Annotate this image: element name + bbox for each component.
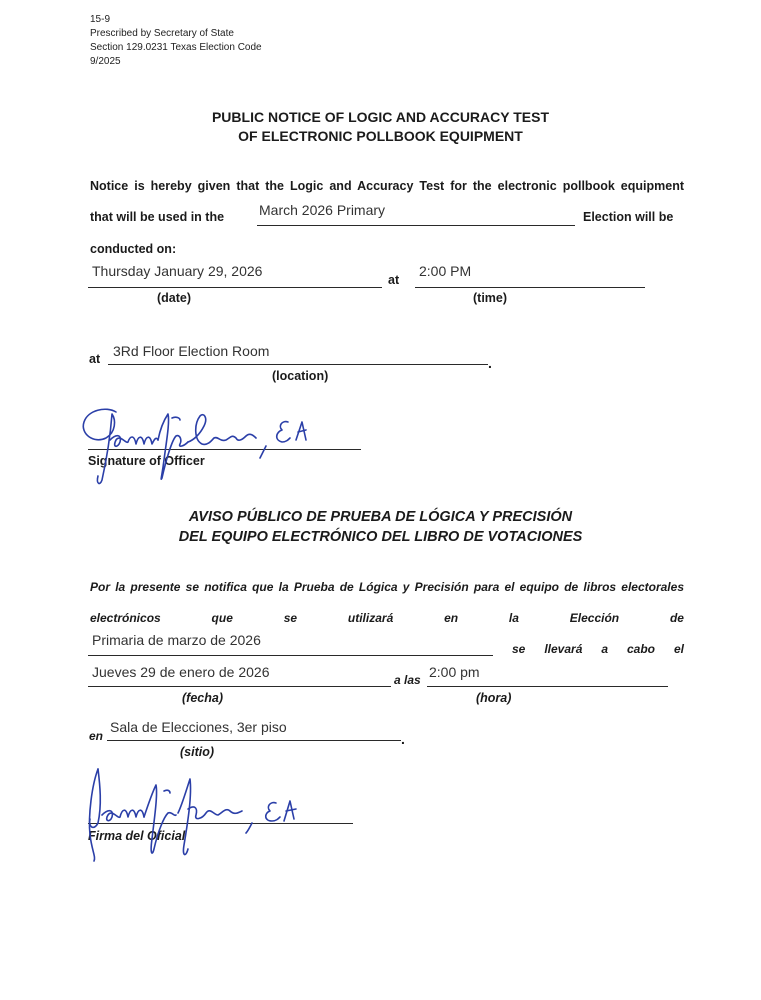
english-paragraph-prefix: that will be used in the bbox=[90, 210, 225, 224]
sitio-underline bbox=[107, 740, 401, 741]
a-las-label: a las bbox=[394, 673, 421, 687]
spanish-title-line1: AVISO PÚBLICO DE PRUEBA DE LÓGICA Y PRECISIÓN bbox=[188, 509, 573, 525]
spanish-paragraph-line2 bbox=[90, 611, 684, 625]
word: la bbox=[508, 611, 519, 625]
eleccion-field[interactable]: Primaria de marzo de 2026 bbox=[92, 632, 261, 648]
spanish-paragraph-line1: Por la presente se notifica que la Prueba de Lógica y Precisión para el equipo de libros electorales bbox=[90, 580, 684, 594]
oficial-signature bbox=[80, 765, 320, 865]
location-period: . bbox=[488, 355, 492, 371]
location-caption: (location) bbox=[272, 369, 329, 383]
word: cabo bbox=[627, 642, 656, 656]
sitio-caption: (sitio) bbox=[180, 745, 215, 759]
hora-underline bbox=[427, 686, 668, 687]
test-time-field[interactable]: 2:00 PM bbox=[419, 263, 472, 279]
sitio-field[interactable]: Sala de Elecciones, 3er piso bbox=[110, 719, 287, 735]
word: de bbox=[669, 611, 684, 625]
fecha-field[interactable]: Jueves 29 de enero de 2026 bbox=[92, 664, 270, 680]
test-date-field[interactable]: Thursday January 29, 2026 bbox=[92, 263, 263, 279]
election-name-underline bbox=[257, 225, 575, 226]
election-name-field[interactable]: March 2026 Primary bbox=[259, 202, 386, 218]
fecha-caption: (fecha) bbox=[182, 691, 223, 705]
word: a bbox=[601, 642, 609, 656]
test-time-underline bbox=[415, 287, 645, 288]
word: utilizará bbox=[347, 611, 394, 625]
english-paragraph-suffix: Election will be bbox=[583, 210, 674, 224]
spanish-paragraph-line3 bbox=[512, 642, 684, 656]
word: se bbox=[512, 642, 526, 656]
english-paragraph-line3: conducted on: bbox=[90, 242, 177, 256]
location-field[interactable]: 3Rd Floor Election Room bbox=[113, 343, 270, 359]
word: Elección bbox=[569, 611, 620, 625]
word: en bbox=[444, 611, 459, 625]
location-underline bbox=[108, 364, 488, 365]
word: se bbox=[283, 611, 298, 625]
revision-date: 9/2025 bbox=[90, 56, 121, 67]
word: el bbox=[673, 642, 684, 656]
english-title-line2: OF ELECTRONIC POLLBOOK EQUIPMENT bbox=[238, 128, 523, 144]
word: llevará bbox=[544, 642, 583, 656]
hora-field[interactable]: 2:00 pm bbox=[429, 664, 480, 680]
prescribed-by: Prescribed by Secretary of State bbox=[90, 28, 234, 39]
firma-caption: Firma del Oficial bbox=[88, 829, 186, 843]
at-label: at bbox=[388, 273, 400, 287]
word: que bbox=[211, 611, 233, 625]
code-section: Section 129.0231 Texas Election Code bbox=[90, 42, 262, 53]
signature-caption: Signature of Officer bbox=[88, 454, 205, 468]
sitio-prefix: en bbox=[89, 729, 104, 743]
word: electrónicos bbox=[90, 611, 161, 625]
hora-caption: (hora) bbox=[476, 691, 512, 705]
test-date-underline bbox=[88, 287, 382, 288]
english-title-line1: PUBLIC NOTICE OF LOGIC AND ACCURACY TEST bbox=[211, 109, 550, 125]
time-caption: (time) bbox=[473, 291, 508, 305]
sitio-period: . bbox=[401, 731, 405, 747]
form-number: 15-9 bbox=[90, 14, 111, 25]
officer-signature bbox=[76, 400, 316, 490]
date-caption: (date) bbox=[157, 291, 192, 305]
english-paragraph-line1: Notice is hereby given that the Logic and Accuracy Test for the electronic pollbook equipment bbox=[90, 179, 684, 193]
spanish-title-line2: DEL EQUIPO ELECTRÓNICO DEL LIBRO DE VOTACIONES bbox=[178, 529, 583, 545]
location-prefix: at bbox=[89, 352, 101, 366]
fecha-underline bbox=[88, 686, 391, 687]
eleccion-underline bbox=[88, 655, 493, 656]
